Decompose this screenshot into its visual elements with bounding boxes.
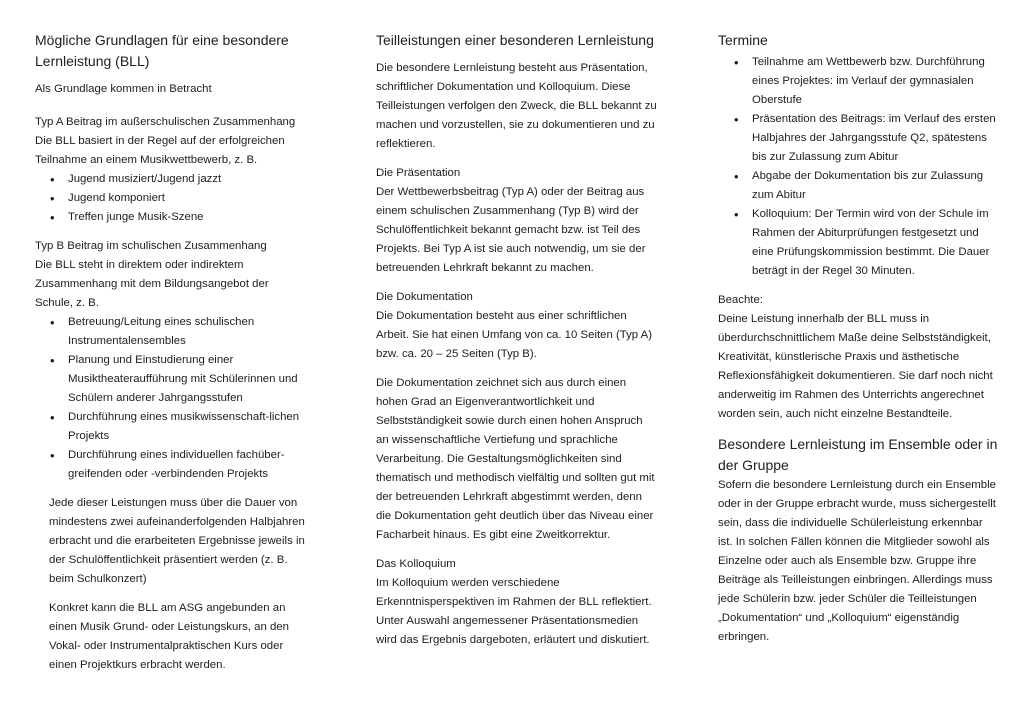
dokumentation-text-1: Die Dokumentation besteht aus einer schriftlichen Arbeit. Sie hat einen Umfang von ca. 10 Seiten (Typ A) bzw. ca. 20 – 25 Seiten (Typ B). [376,310,653,360]
intro-text: Als Grundlage kommen in Betracht [35,83,212,95]
ensemble-text: Sofern die besondere Lernleistung durch ein Ensemble oder in der Gruppe erbracht wurde, muss sichergestellt sein, dass die individuelle Schülerleistung erkennbar ist. In solchen Fällen können die Mitglieder sowohl als Einzelne oder auch als Ensemble bzw. Gruppe ihre Beiträge als Teilleistungen einbringen. Allerdings muss jede Schülerin bzw. jeder Schüler die Teilleistungen „Dokumentation“ und „Kolloquium“ eigenständig erbringen. [718,479,996,643]
section-title-grundlagen: Mögliche Grundlagen für eine besondere Lernleistung (BLL) [35,32,289,69]
section-title-termine: Termine [718,32,768,48]
list-item: • Teilnahme am Wettbewerb bzw. Durchführung eines Projektes: im Verlauf der gymnasialen Oberstufe [718,53,998,110]
praesentation-text: Der Wettbewerbsbeitrag (Typ A) oder der Beitrag aus einem schulischen Zusammenhang (Typ B) wird der Schulöffentlichkeit bekannt gemacht bzw. ist Teil des Projekts. Bei Typ A ist sie auch notwendig, um sie der betreuenden Lehrkraft bekannt zu machen. [376,186,646,274]
typ-b-list [35,313,307,484]
typ-b-text: Die BLL steht in direktem oder indirektem Zusammenhang mit dem Bildungsangebot der Schule, z. B. [35,259,269,309]
list-item: • Betreuung/Leitung eines schulischen Instrumentalensembles [35,313,307,351]
list-item: • Durchführung eines individuellen fachüber-greifenden oder -verbindenden Projekts [35,446,307,484]
column-termine [718,30,998,647]
list-item: • Jugend musiziert/Jugend jazzt [35,170,307,189]
list-item: • Jugend komponiert [35,189,307,208]
list-item: • Planung und Einstudierung einer Musiktheateraufführung mit Schülerinnen und Schülern anderer Jahrgangsstufen [35,351,307,408]
typ-a-text: Die BLL basiert in der Regel auf der erfolgreichen Teilnahme an einem Musikwettbewerb, z. B. [35,135,285,166]
dokumentation-heading: Die Dokumentation [376,291,473,303]
asg-paragraph: Konkret kann die BLL am ASG angebunden an einen Musik Grund- oder Leistungskurs, an den Vokal- oder Instrumentalpraktischen Kurs oder einen Projektkurs erbracht werden. [49,602,289,671]
kolloquium-heading: Das Kolloquium [376,558,456,570]
teilleistungen-intro: Die besondere Lernleistung besteht aus Präsentation, schriftlicher Dokumentation und Kolloquium. Diese Teilleistungen verfolgen den Zweck, die BLL bekannt zu machen und vorzustellen, sie zu dokumentieren und zu reflektieren. [376,62,657,150]
typ-a-list [35,170,307,227]
list-item: • Präsentation des Beitrags: im Verlauf des ersten Halbjahres der Jahrgangsstufe Q2, spätestens bis zur Zulassung zum Abitur [718,110,998,167]
typ-b-heading: Typ B Beitrag im schulischen Zusammenhang [35,240,267,252]
section-title-teilleistungen: Teilleistungen einer besonderen Lernleistung [376,32,654,48]
typ-a-heading: Typ A Beitrag im außerschulischen Zusammenhang [35,116,296,128]
kolloquium-text: Im Kolloquium werden verschiedene Erkenntnisperspektiven im Rahmen der BLL reflektiert. Unter Auswahl angemessener Präsentationsmedien wird das Ergebnis dargeboten, erläutert und diskutiert. [376,577,652,646]
column-grundlagen [35,30,307,675]
beachte-heading: Beachte: [718,294,763,306]
dokumentation-text-2: Die Dokumentation zeichnet sich aus durch einen hohen Grad an Eigenverantwortlichkeit und Selbstständigkeit sowie durch einen hohen Anspruch an wissenschaftliche Vertiefung und sprachliche Verarbeitung. Die Gestaltungsmöglichkeiten sind thematisch und methodisch vielfältig und sollten gut mit der betreuenden Lehrkraft abgestimmt werden, denn die Dokumentation geht deutlich über das Niveau einer Facharbeit hinaus. Es gibt eine Zweitkorrektur. [376,377,655,541]
beachte-text: Deine Leistung innerhalb der BLL muss in überdurchschnittlichem Maße deine Selbstständigkeit, Kreativität, künstlerische Praxis und ästhetische Reflexionsfähigkeit dokumentieren. Sie darf noch nicht anderweitig im Rahmen des Unterrichts angerechnet worden sein, auch nicht einzelne Bestandteile. [718,313,993,420]
praesentation-heading: Die Präsentation [376,167,461,179]
column-teilleistungen [376,30,658,650]
section-title-ensemble: Besondere Lernleistung im Ensemble oder in der Gruppe [718,436,998,473]
list-item: • Durchführung eines musikwissenschaft-lichen Projekts [35,408,307,446]
list-item: • Treffen junge Musik-Szene [35,208,307,227]
list-item: • Kolloquium: Der Termin wird von der Schule im Rahmen der Abiturprüfungen festgesetzt und eine Prüfungskommission bestimmt. Die Dauer beträgt in der Regel 30 Minuten. [718,205,998,281]
list-item: • Abgabe der Dokumentation bis zur Zulassung zum Abitur [718,167,998,205]
termine-list [718,53,998,281]
duration-paragraph: Jede dieser Leistungen muss über die Dauer von mindestens zwei aufeinanderfolgenden Halbjahren erbracht und die erarbeiteten Ergebnisse jeweils in der Schulöffentlichkeit präsentiert werden (z. B. beim Schulkonzert) [49,497,305,585]
